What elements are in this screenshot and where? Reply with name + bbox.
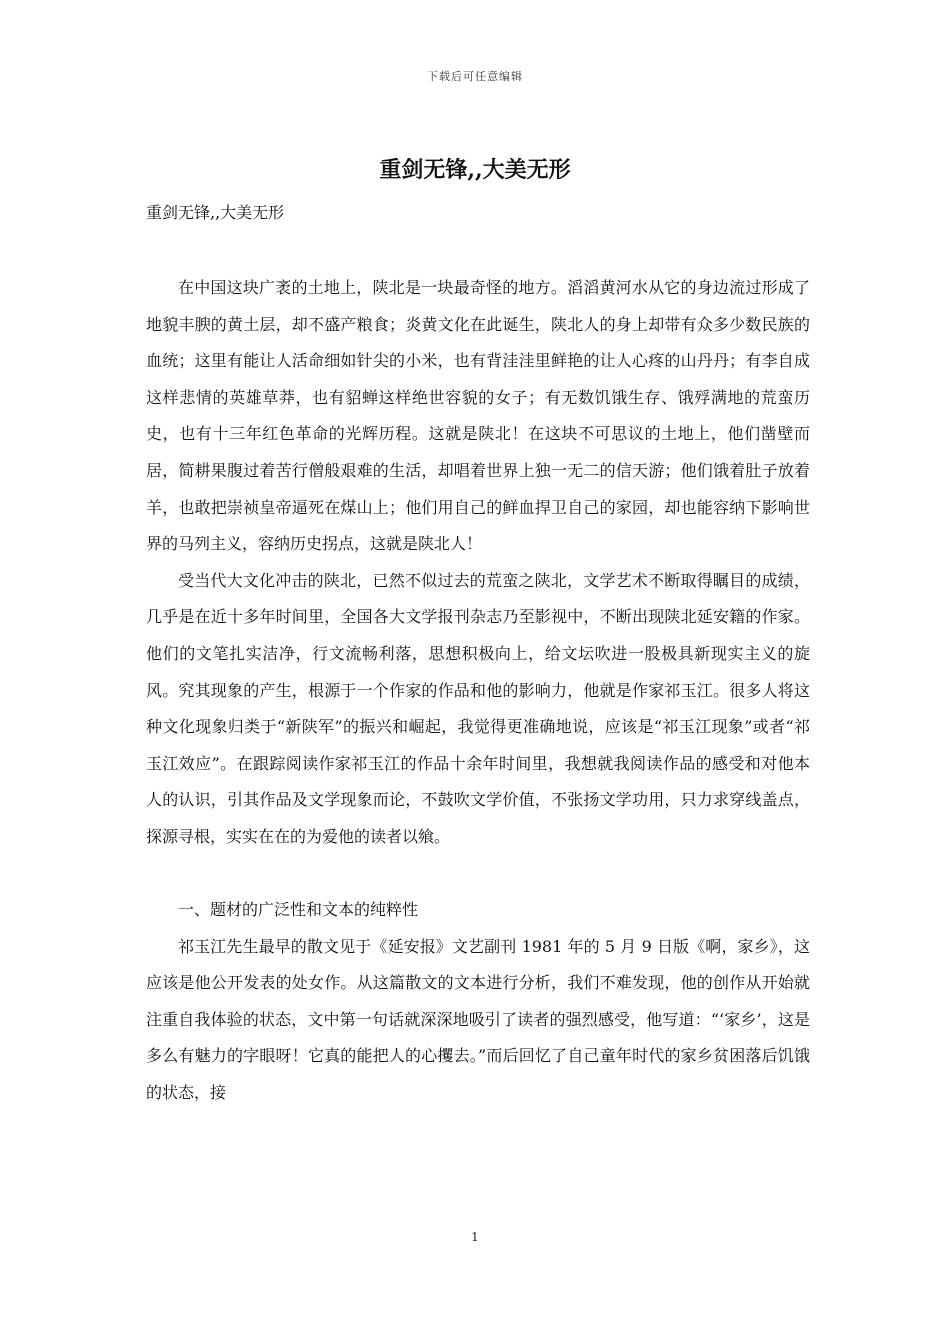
body-paragraph: 祁玉江先生最早的散文见于《延安报》文艺副刊 1981 年的 5 月 9 日版《啊，家乡》，这应该是他公开发表的处女作。从这篇散文的文本进行分析，我们不难发现，他的创作从开始就注重自我体验的状态，文中第一句话就深深地吸引了读者的强烈感受，他写道：“‘家乡’，这是多么有魅力的字眼呀！它真的能把人的心攫去。”而后回忆了自己童年时代的家乡贫困落后饥饿的状态，接 xyxy=(146,936,810,1103)
section-heading: 一、题材的广泛性和文本的纯粹性 xyxy=(178,900,419,920)
document-subtitle: 重剑无锋,,大美无形 xyxy=(146,203,285,222)
body-paragraph: 受当代大文化冲击的陕北，已然不似过去的荒蛮之陕北，文学艺术不断取得瞩目的成绩，几乎是在近十多年时间里，全国各大文学报刊杂志乃至影视中，不断出现陕北延安籍的作家。他们的文笔扎实洁净，行文流畅利落，思想积极向上，给文坛吹进一股极具新现实主义的旋风。究其现象的产生，根源于一个作家的作品和他的影响力，他就是作家祁玉江。很多人将这种文化现象归类于“新陕军”的振兴和崛起，我觉得更准确地说，应该是“祁玉江现象”或者“祁玉江效应”。在跟踪阅读作家祁玉江的作品十余年时间里，我想就我阅读作品的感受和对他本人的认识，引其作品及文学现象而论，不鼓吹文学价值，不张扬文学功用，只力求穿线盖点，探源寻根，实实在在的为爱他的读者以飨。 xyxy=(146,570,810,846)
header-note: 下载后可任意编辑 xyxy=(427,70,523,83)
document-body xyxy=(146,270,810,1112)
document-title: 重剑无锋,,大美无形 xyxy=(379,157,571,183)
page-number: 1 xyxy=(471,1230,479,1244)
body-paragraph: 在中国这块广袤的土地上，陕北是一块最奇怪的地方。滔滔黄河水从它的身边流过形成了地貌丰腴的黄土层，却不盛产粮食；炎黄文化在此诞生，陕北人的身上却带有众多少数民族的血统；这里有能让人活命细如针尖的小米，也有背洼洼里鲜艳的让人心疼的山丹丹；有李自成这样悲情的英雄草莽，也有貂蝉这样绝世容貌的女子；有无数饥饿生存、饿殍满地的荒蛮历史，也有十三年红色革命的光辉历程。这就是陕北！在这块不可思议的土地上，他们凿壁而居，简耕果腹过着苦行僧般艰难的生活，却唱着世界上独一无二的信天游；他们饿着肚子放着羊，也敢把崇祯皇帝逼死在煤山上；他们用自己的鲜血捍卫自己的家园，却也能容纳下影响世界的马列主义，容纳历史拐点，这就是陕北人！ xyxy=(146,278,810,554)
